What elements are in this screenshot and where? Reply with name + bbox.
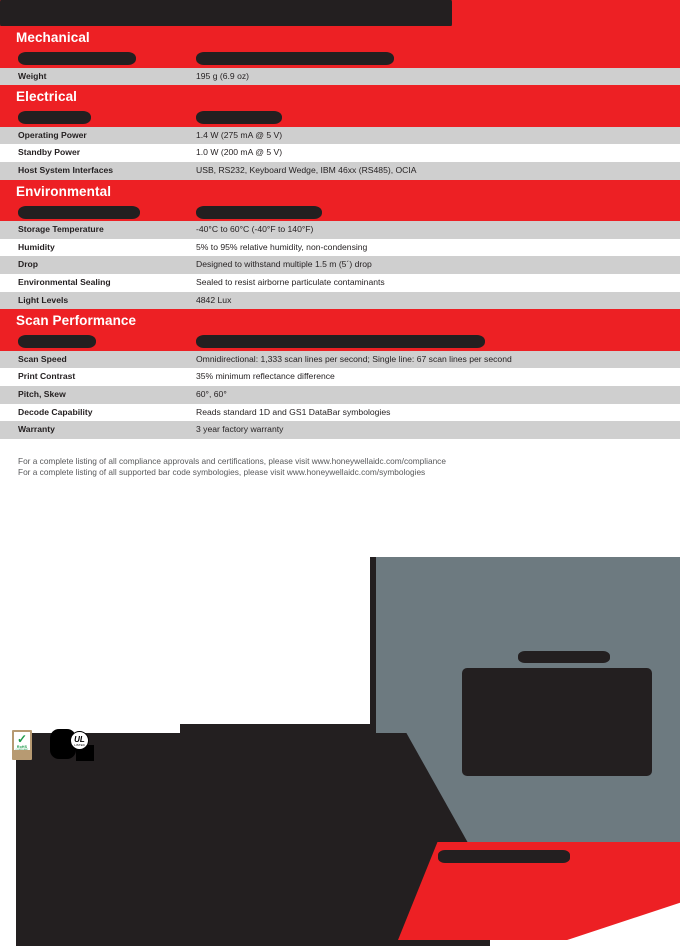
spec-row xyxy=(0,127,680,145)
spec-label: Scan Speed xyxy=(18,353,67,364)
spec-value: 35% minimum reflectance difference xyxy=(196,371,335,382)
spec-label: Pitch, Skew xyxy=(18,388,66,399)
spec-value xyxy=(196,111,680,124)
section-header-environmental: Environmental xyxy=(0,180,680,204)
spec-value xyxy=(196,206,680,219)
document-title-bar xyxy=(0,0,680,26)
spec-value xyxy=(196,335,680,348)
spec-value: 60°, 60° xyxy=(196,388,227,399)
spec-value: 3 year factory warranty xyxy=(196,424,284,435)
spec-value: USB, RS232, Keyboard Wedge, IBM 46xx (RS485), OCIA xyxy=(196,165,417,176)
spec-row xyxy=(0,386,680,404)
redaction-artwork-swoosh-text xyxy=(438,850,570,863)
spec-label: Host System Interfaces xyxy=(18,165,114,176)
spec-label: Weight xyxy=(18,70,47,81)
section-header-mechanical: Mechanical xyxy=(0,26,680,50)
spec-sections-container xyxy=(0,26,680,439)
spec-label xyxy=(0,52,196,65)
section-header-scan-performance: Scan Performance xyxy=(0,309,680,333)
spec-row xyxy=(0,421,680,439)
spec-label: Decode Capability xyxy=(18,406,93,417)
redaction-spec-value xyxy=(196,52,394,65)
spec-label: Light Levels xyxy=(18,294,69,305)
ul-sublabel: LISTED xyxy=(74,743,85,747)
rohs-sublabel: COMPLIANT xyxy=(15,749,29,751)
spec-row xyxy=(0,109,680,127)
spec-label: Humidity xyxy=(18,241,55,252)
redaction-artwork-body xyxy=(462,668,652,776)
spec-row xyxy=(0,68,680,86)
ul-listed-icon xyxy=(70,731,89,750)
spec-row xyxy=(0,221,680,239)
footnote-compliance: For a complete listing of all compliance approvals and certifications, please visit www.honeywellaidc.com/compliance xyxy=(18,455,446,466)
spec-row xyxy=(0,239,680,257)
spec-row xyxy=(0,333,680,351)
rohs-label: RoHS xyxy=(16,745,28,749)
spec-value: -40°C to 60°C (-40°F to 140°F) xyxy=(196,224,314,235)
spec-label: Drop xyxy=(18,259,39,270)
footnotes xyxy=(0,456,680,480)
spec-value xyxy=(196,52,680,65)
spec-value: 5% to 95% relative humidity, non-condensing xyxy=(196,241,368,252)
footnote-symbologies: For a complete listing of all supported bar code symbologies, please visit www.honeywellaidc.com/symbologies xyxy=(18,467,426,478)
spec-label: Print Contrast xyxy=(18,371,76,382)
ul-label: UL xyxy=(74,735,85,744)
spec-value: Designed to withstand multiple 1.5 m (5´) drop xyxy=(196,259,372,270)
redaction-spec-label xyxy=(18,111,91,124)
spec-row xyxy=(0,256,680,274)
spec-label xyxy=(0,111,196,124)
spec-row xyxy=(0,162,680,180)
spec-label: Operating Power xyxy=(18,129,87,140)
spec-row xyxy=(0,274,680,292)
redaction-spec-label xyxy=(18,206,140,219)
redaction-spec-label xyxy=(18,52,136,65)
spec-row xyxy=(0,368,680,386)
spec-label xyxy=(0,206,196,219)
certification-marks xyxy=(12,727,252,783)
rohs-icon xyxy=(12,730,32,760)
spec-row xyxy=(0,404,680,422)
redaction-artwork-caption xyxy=(518,651,610,663)
spec-row xyxy=(0,50,680,68)
rohs-icon-face xyxy=(14,732,30,750)
redaction-document-title xyxy=(0,0,452,26)
spec-value: 195 g (6.9 oz) xyxy=(196,70,250,81)
spec-row xyxy=(0,351,680,369)
redaction-spec-value xyxy=(196,335,485,348)
spec-label: Warranty xyxy=(18,424,55,435)
spec-label: Storage Temperature xyxy=(18,224,104,235)
spec-label: Environmental Sealing xyxy=(18,277,111,287)
spec-value: 1.4 W (275 mA @ 5 V) xyxy=(196,129,283,140)
spec-value: Sealed to resist airborne particulate contaminants xyxy=(196,277,385,287)
redaction-spec-label xyxy=(18,335,96,348)
spec-value: Reads standard 1D and GS1 DataBar symbologies xyxy=(196,406,391,417)
redaction-spec-value xyxy=(196,206,322,219)
redaction-spec-value xyxy=(196,111,282,124)
section-header-electrical: Electrical xyxy=(0,85,680,109)
spec-label xyxy=(0,335,196,348)
spec-row xyxy=(0,292,680,310)
check-icon: ✓ xyxy=(17,732,28,746)
spec-row xyxy=(0,204,680,222)
spec-label: Standby Power xyxy=(18,147,81,158)
spec-row xyxy=(0,144,680,162)
spec-value: 1.0 W (200 mA @ 5 V) xyxy=(196,147,283,158)
redaction-cert-bar xyxy=(89,736,199,741)
spec-value: Omnidirectional: 1,333 scan lines per second; Single line: 67 scan lines per second xyxy=(196,353,512,364)
spec-value: 4842 Lux xyxy=(196,294,232,305)
